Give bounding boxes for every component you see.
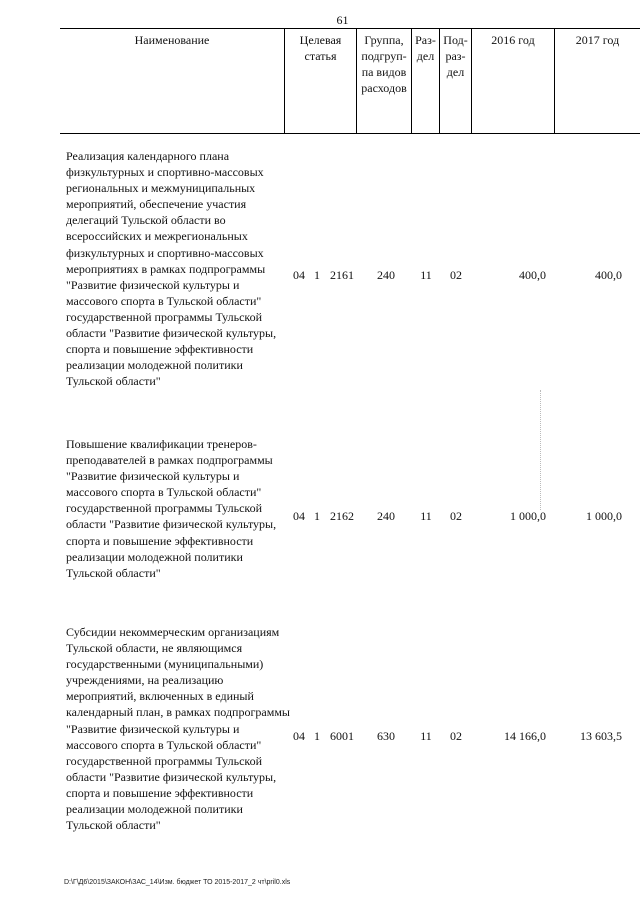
row-name: Повышение квалификации тренеров-преподавателей в рамках подпрограммы "Развитие физической культуры и массового спорта в Тульской области" государственной программы Тульской области "Развитие физической культуры, спорта и повышение эффективности реализации молодежной политики Тульской области" bbox=[66, 437, 277, 580]
target-part-2: 1 bbox=[314, 268, 320, 282]
row-name: Реализация календарного плана физкультурных и спортивно-массовых региональных и межмуниципальных мероприятий, обеспечение участия делегаций Тульской области во всероссийских и межрегиональных физкультурных и спортивно-массовых мероприятиях в рамках подпрограммы "Развитие физической культуры и массового спорта в Тульской области" государственной программы Тульской области "Развитие физической культуры, спорта и повышение эффективности реализации молодежной политики Тульской области" bbox=[66, 149, 277, 389]
target-part-3: 6001 bbox=[330, 729, 354, 743]
target-part-1: 04 bbox=[293, 729, 305, 743]
scan-artifact-divider bbox=[540, 390, 541, 510]
header-group: Группа, подгруп- па видов расходов bbox=[356, 29, 411, 133]
group-code: 240 bbox=[377, 268, 395, 282]
target-part-1: 04 bbox=[293, 268, 305, 282]
value-2017: 400,0 bbox=[595, 268, 622, 282]
target-part-3: 2162 bbox=[330, 509, 354, 523]
target-part-2: 1 bbox=[314, 729, 320, 743]
table-header bbox=[60, 28, 640, 134]
header-2016: 2016 год bbox=[471, 29, 554, 133]
header-target: Целевая статья bbox=[284, 29, 356, 133]
value-2017: 13 603,5 bbox=[580, 729, 622, 743]
header-subsection: Под- раз- дел bbox=[439, 29, 471, 133]
subsection-code: 02 bbox=[450, 729, 462, 743]
header-2017: 2017 год bbox=[554, 29, 640, 133]
page-number: 61 bbox=[336, 13, 349, 27]
value-2016: 1 000,0 bbox=[510, 509, 546, 523]
subsection-code: 02 bbox=[450, 509, 462, 523]
section-code: 11 bbox=[420, 729, 432, 743]
group-code: 630 bbox=[377, 729, 395, 743]
section-code: 11 bbox=[420, 509, 432, 523]
value-2017: 1 000,0 bbox=[586, 509, 622, 523]
value-2016: 400,0 bbox=[519, 268, 546, 282]
header-section: Раз- дел bbox=[411, 29, 439, 133]
target-part-3: 2161 bbox=[330, 268, 354, 282]
footer-file-path: D:\Г\Д6\2015\ЗАКОН\ЗАС_14\Изм. бюджет ТО 2015-2017_2 чт\pril0.xls bbox=[64, 879, 291, 886]
row-name: Субсидии некоммерческим организациям Тульской области, не являющимся государственными (муниципальными) учреждениями, на реализацию мероприятий, включенных в единый календарный план, в рамках подпрограммы "Развитие физической культуры и массового спорта в Тульской области" государственной программы Тульской области "Развитие физической культуры, спорта и повышение эффективности реализации молодежной политики Тульской области" bbox=[66, 625, 290, 833]
group-code: 240 bbox=[377, 509, 395, 523]
subsection-code: 02 bbox=[450, 268, 462, 282]
value-2016: 14 166,0 bbox=[504, 729, 546, 743]
header-name: Наименование bbox=[134, 33, 210, 47]
target-part-1: 04 bbox=[293, 509, 305, 523]
target-part-2: 1 bbox=[314, 509, 320, 523]
section-code: 11 bbox=[420, 268, 432, 282]
